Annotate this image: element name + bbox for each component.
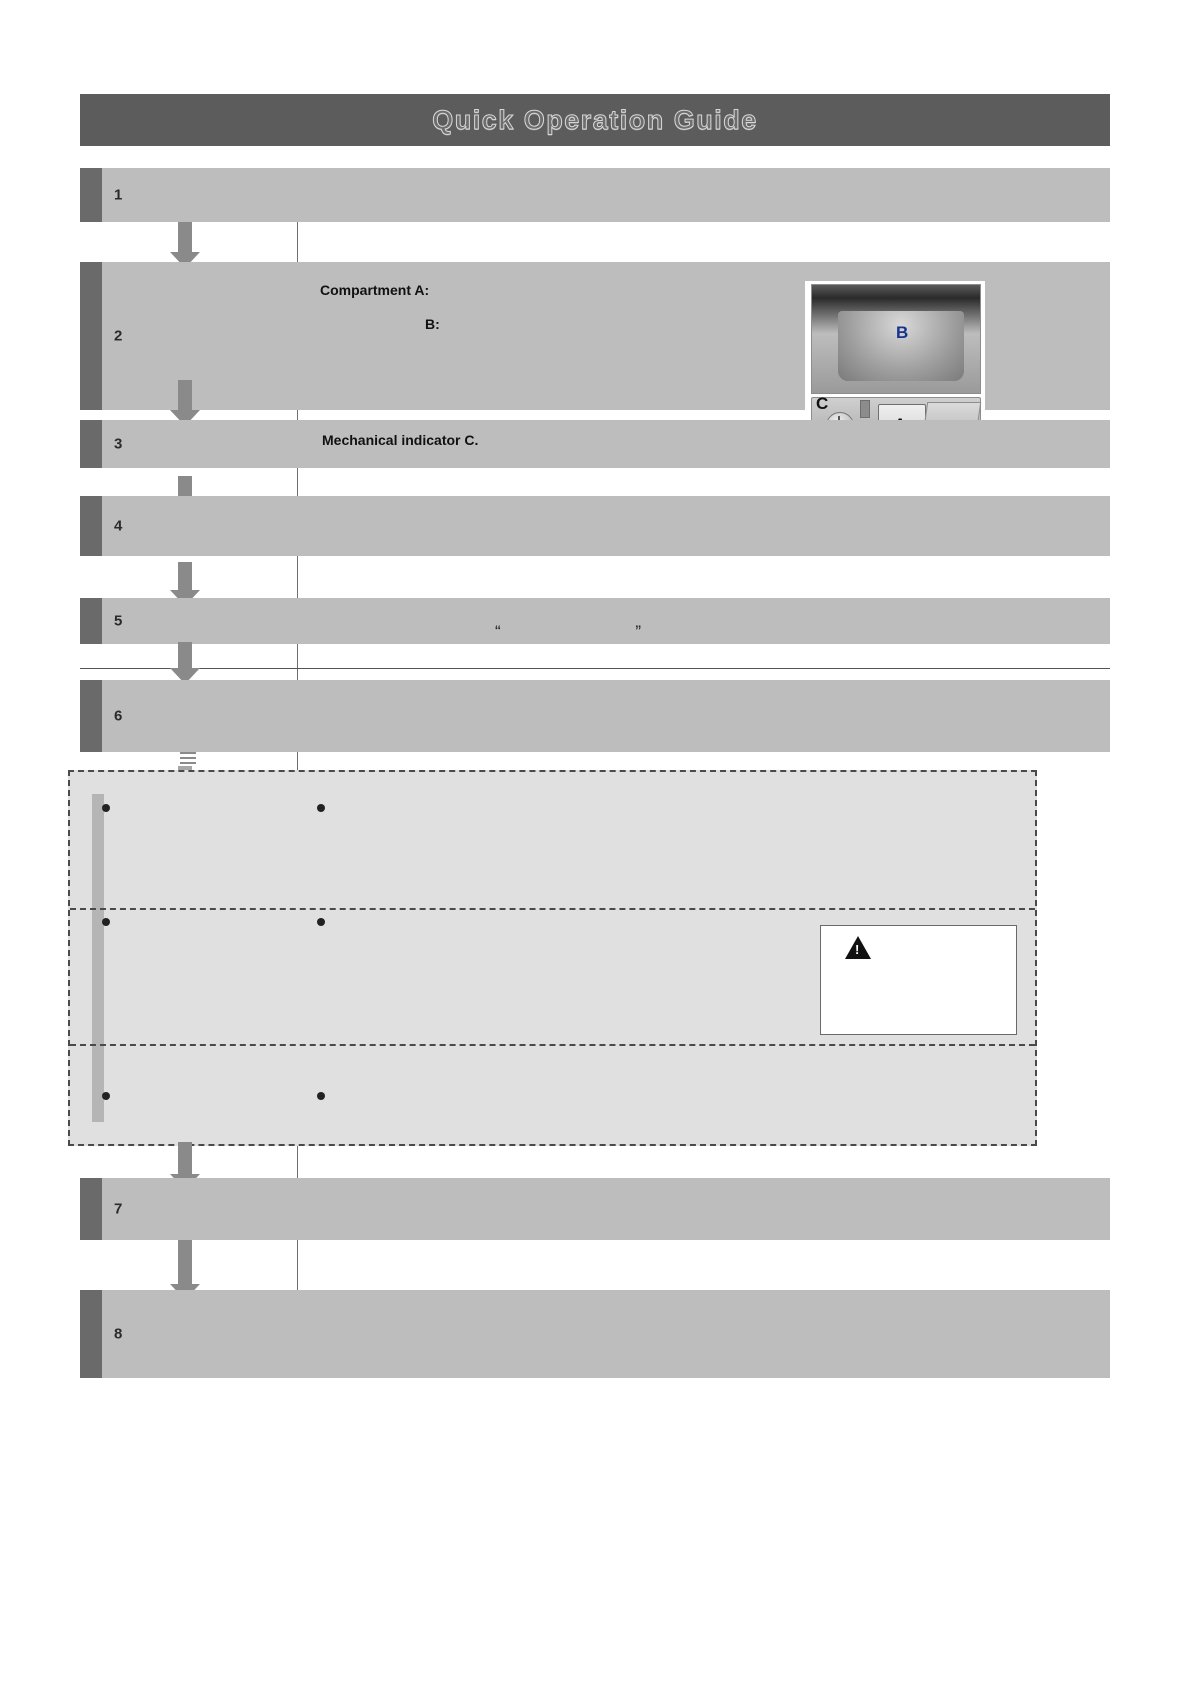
flow-pause-marker [180,752,196,764]
page-title-bar [80,94,1110,146]
notes-divider-2 [70,1044,1035,1046]
step-body-6 [102,680,1110,752]
step-number-2: 2 [114,327,123,345]
section-rule [80,668,1110,669]
warning-triangle-icon [845,936,871,959]
compartment-labels [320,282,790,350]
bullet-icon [317,804,325,812]
page-title: Quick Operation Guide [432,104,758,135]
step-number-5: 5 [114,612,123,630]
step-marker-8 [80,1290,102,1378]
step-marker-5 [80,598,102,644]
step-number-6: 6 [114,707,123,725]
step-body-4 [102,496,1110,556]
bullet-icon [317,1092,325,1100]
illustration-label-c: C [816,394,829,413]
bullet-icon [102,918,110,926]
bullet-icon [102,804,110,812]
step-marker-1 [80,168,102,222]
step-body-8 [102,1290,1110,1378]
warning-box [820,925,1017,1035]
step-number-3: 3 [114,435,123,453]
dispenser-slot [860,400,870,418]
step-marker-6 [80,680,102,752]
dispenser-cavity [838,311,964,381]
bullet-icon [102,1092,110,1100]
step-number-1: 1 [114,186,123,204]
notes-side-marker [92,794,104,1122]
step-row-3 [80,420,1110,468]
step-number-4: 4 [114,517,123,535]
step-marker-2 [80,262,102,410]
step-body-1 [102,168,1110,222]
compartment-a-label: Compartment A: [320,282,430,298]
step-row-6 [80,680,1110,752]
notes-divider-1 [70,908,1035,910]
bullet-icon [317,918,325,926]
step-number-8: 8 [114,1325,123,1343]
quote-close: ” [635,622,642,641]
mechanical-indicator-label: Mechanical indicator C. [322,432,479,448]
step-row-4 [80,496,1110,556]
step-marker-3 [80,420,102,468]
compartment-b-label: B: [425,316,440,332]
step-row-8 [80,1290,1110,1378]
dispenser-upper-photo [811,284,981,394]
illustration-label-b: B [896,323,909,342]
quoted-term [495,622,641,642]
step-row-7 [80,1178,1110,1240]
step-body-7 [102,1178,1110,1240]
flow-arrow-5 [170,642,200,684]
quote-open: “ [495,622,501,641]
step-marker-7 [80,1178,102,1240]
step-marker-4 [80,496,102,556]
step-body-3 [102,420,1110,468]
step-number-7: 7 [114,1200,123,1218]
step-row-1 [80,168,1110,222]
